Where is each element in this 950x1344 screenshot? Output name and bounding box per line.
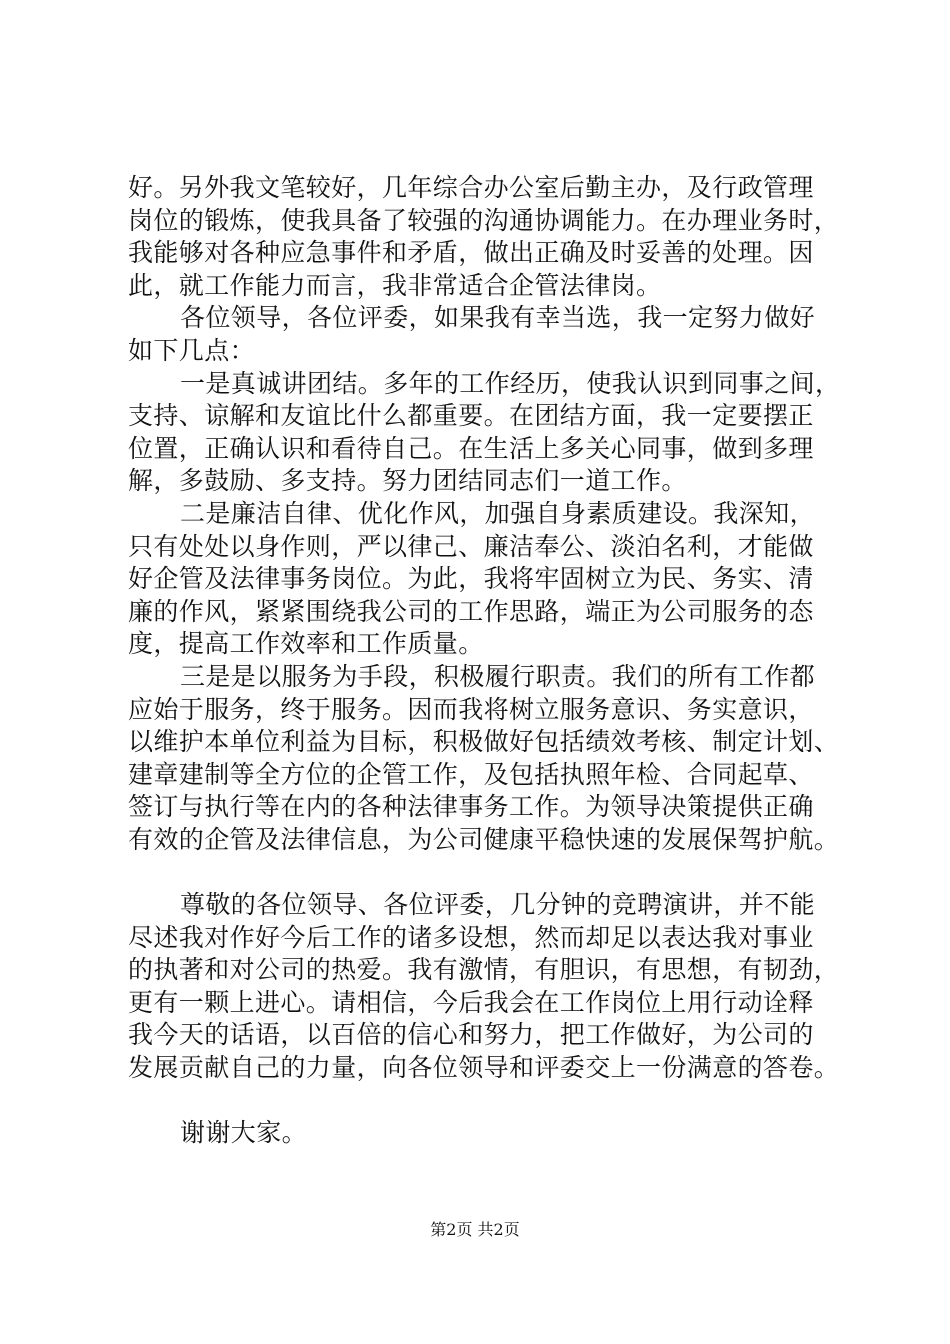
paragraph: [128, 661, 848, 857]
paragraph: [128, 889, 848, 1085]
text-line: 只有处处以身作则，严以律己、廉洁奉公、淡泊名利，才能做: [128, 531, 814, 561]
text-line: 好企管及法律事务岗位。为此，我将牢固树立为民、务实、清: [128, 564, 814, 594]
text-line: 谢谢大家。: [180, 1118, 308, 1148]
text-line: 尽述我对作好今后工作的诸多设想，然而却足以表达我对事业: [128, 922, 814, 952]
text-line: 解，多鼓励、多支持。努力团结同志们一道工作。: [128, 466, 687, 496]
page-footer: 第2页 共2页: [430, 1220, 520, 1239]
text-line: 各位领导，各位评委，如果我有幸当选，我一定努力做好: [180, 303, 816, 333]
text-line: 尊敬的各位领导、各位评委，几分钟的竞聘演讲，并不能: [180, 890, 816, 920]
text-line: 一是真诚讲团结。多年的工作经历，使我认识到同事之间，: [180, 368, 841, 398]
text-line: 的执著和对公司的热爱。我有激情，有胆识，有思想，有韧劲，: [128, 955, 840, 985]
text-line: 更有一颗上进心。请相信，今后我会在工作岗位上用行动诠释: [128, 987, 814, 1017]
text-line: 发展贡献自己的力量，向各位领导和评委交上一份满意的答卷。: [128, 1053, 840, 1083]
paragraph-gap: [128, 1085, 848, 1118]
text-line: 岗位的锻炼，使我具备了较强的沟通协调能力。在办理业务时，: [128, 205, 840, 235]
text-line: 位置，正确认识和看待自己。在生活上多关心同事，做到多理: [128, 433, 814, 463]
paragraph: [128, 368, 848, 498]
text-line: 二是廉洁自律、优化作风，加强自身素质建设。我深知，: [180, 498, 816, 528]
text-line: 我今天的话语，以百倍的信心和努力，把工作做好，为公司的: [128, 1020, 814, 1050]
text-line: 廉的作风，紧紧围绕我公司的工作思路，端正为公司服务的态: [128, 596, 814, 626]
text-line: 有效的企管及法律信息，为公司健康平稳快速的发展保驾护航。: [128, 824, 840, 854]
text-line: 度，提高工作效率和工作质量。: [128, 629, 484, 659]
text-line: 此，就工作能力而言，我非常适合企管法律岗。: [128, 270, 662, 300]
paragraph: [128, 302, 848, 367]
paragraph: [128, 172, 848, 302]
text-line: 应始于服务，终于服务。因而我将树立服务意识、务实意识，: [128, 694, 814, 724]
text-line: 好。另外我文笔较好，几年综合办公室后勤主办，及行政管理: [128, 173, 814, 202]
paragraph: [128, 1117, 848, 1150]
text-line: 我能够对各种应急事件和矛盾，做出正确及时妥善的处理。因: [128, 238, 814, 268]
text-line: 三是是以服务为手段，积极履行职责。我们的所有工作都: [180, 661, 816, 691]
text-line: 如下几点：: [128, 335, 256, 365]
paragraph: [128, 498, 848, 661]
document-body: [128, 172, 848, 1150]
text-line: 以维护本单位利益为目标，积极做好包括绩效考核、制定计划、: [128, 727, 840, 757]
text-line: 建章建制等全方位的企管工作，及包括执照年检、合同起草、: [128, 759, 814, 789]
paragraph-gap: [128, 856, 848, 889]
text-line: 签订与执行等在内的各种法律事务工作。为领导决策提供正确: [128, 792, 814, 822]
text-line: 支持、谅解和友谊比什么都重要。在团结方面，我一定要摆正: [128, 401, 814, 431]
